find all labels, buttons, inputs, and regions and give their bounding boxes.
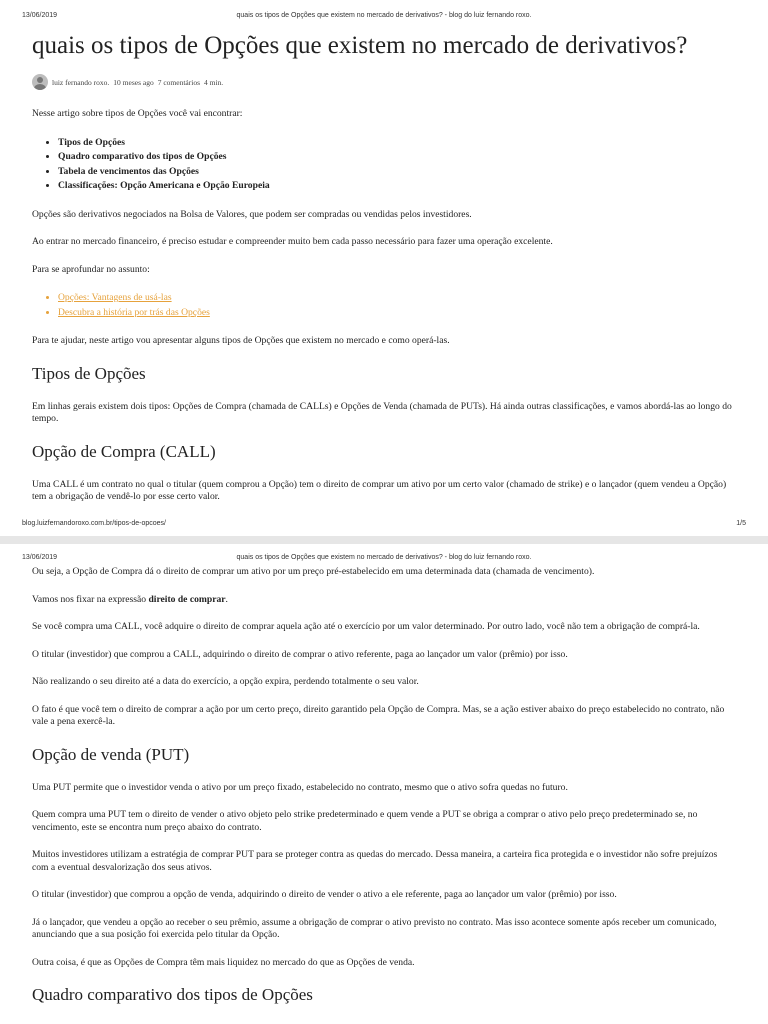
toc-item: • Tipos de Opções [58,136,736,151]
article-title: quais os tipos de Opções que existem no mercado de derivativos? [32,32,688,59]
paragraph: Uma CALL é um contrato no qual o titular (quem comprou a Opção) tem o direito de comprar um ativo por um certo valor (chamado de strike) e o lançador (quem vendeu a Opção) tem a obrigação de vendê-lo por esse certo valor. [32,478,727,502]
toc-item: • Tabela de vencimentos das Opções [58,165,736,180]
avatar [32,74,48,90]
section-heading-quadro: Quadro comparativo dos tipos de Opções [32,985,313,1004]
print-header [22,12,746,22]
text: Vamos nos fixar na expressão [32,593,149,605]
print-date: 13/06/2019 [22,554,58,561]
paragraph: Para te ajudar, neste artigo vou apresentar alguns tipos de Opções que existem no mercado e como operá-las. [32,335,450,346]
toc-item: • Classificações: Opção Americana e Opção Europeia [58,179,736,194]
emphasis: direito de comprar [148,593,226,605]
related-link-item [58,306,736,321]
posted-time: 10 meses ago [113,77,154,87]
intro-paragraph: Nesse artigo sobre tipos de Opções você vai encontrar: [32,108,243,119]
print-url: blog.luizfernandoroxo.com.br/tipos-de-opcoes/ [22,520,166,527]
paragraph: Opções são derivativos negociados na Bolsa de Valores, que podem ser compradas ou vendidas pelos investidores. [32,208,472,220]
paragraph: Se você compra uma CALL, você adquire o direito de comprar aquela ação até o exercício por um valor determinado. Por outro lado, você não tem a obrigação de comprá-la. [32,621,700,632]
pdf-page-2 [0,544,768,1024]
paragraph: O titular (investidor) que comprou a opção de venda, adquirindo o direito de vender o ativo a ele referente, paga ao lançador um valor (prêmio) por isso. [32,889,617,900]
article-meta [32,72,736,92]
comments-count[interactable]: 7 comentários [157,77,200,87]
print-title: quais os tipos de Opções que existem no mercado de derivativos? - blog do luiz fernando roxo. [236,12,532,19]
paragraph: Não realizando o seu direito até a data do exercício, a opção expira, perdendo totalmente o seu valor. [32,676,419,687]
paragraph: Quem compra uma PUT tem o direito de vender o ativo objeto pelo strike predeterminado e quem vende a PUT se obriga a comprar o ativo pelo preço predeterminado se, no vencimento, este se encontra num preço abaixo do contrato. [32,809,698,833]
section-heading-put: Opção de venda (PUT) [32,744,190,764]
print-title: quais os tipos de Opções que existem no mercado de derivativos? - blog do luiz fernando roxo. [236,554,532,561]
paragraph: Ao entrar no mercado financeiro, é preciso estudar e compreender muito bem cada passo necessário para fazer uma operação excelente. [32,236,553,247]
section-heading-tipos: Tipos de Opções [32,363,146,383]
paragraph: Outra coisa, é que as Opções de Compra têm mais liquidez no mercado do que as Opções de venda. [32,956,415,968]
related-link[interactable]: Descubra a história por trás das Opções [58,306,210,318]
read-time: 4 min. [203,77,224,87]
print-date: 13/06/2019 [22,12,58,19]
toc-item: • Quadro comparativo dos tipos de Opções [58,150,736,165]
article-content [32,30,736,519]
related-links [32,291,736,320]
page-divider [0,536,768,544]
paragraph: Muitos investidores utilizam a estratégia de comprar PUT para se proteger contra as quedas do mercado. Dessa maneira, a carteira fica protegida e o investidor não sofre prejuízos com a eventual desvalorização dos seus ativos. [32,849,718,873]
paragraph: Uma PUT permite que o investidor venda o ativo por um preço fixado, estabelecido no contrato, mesmo que o ativo sofra quedas no futuro. [32,781,568,793]
paragraph: Em linhas gerais existem dois tipos: Opções de Compra (chamada de CALLs) e Opções de Venda (chamada de PUTs). Há ainda outras classificações, e vamos abordá-las ao longo do tempo. [32,400,732,424]
paragraph [32,594,736,607]
paragraph: O fato é que você tem o direito de comprar a ação por um certo preço, direito garantido pela Opção de Compra. Mas, se a ação estiver abaixo do preço estabelecido no contrato, não vale a pena exercê-la. [32,703,725,727]
paragraph: O titular (investidor) que comprou a CALL, adquirindo o direito de comprar o ativo referente, paga ao lançador um valor (prêmio) por isso. [32,648,568,660]
text: . [225,593,228,605]
section-heading-call: Opção de Compra (CALL) [32,441,216,461]
toc-list [32,136,736,194]
related-link-item [58,291,736,306]
paragraph: Para se aprofundar no assunto: [32,263,150,275]
article-content-continued [32,566,736,1022]
page-number: 1/5 [736,520,746,527]
print-header [22,554,746,564]
paragraph: Ou seja, a Opção de Compra dá o direito de comprar um ativo por um preço pré-estabelecido em uma determinada data (chamada de vencimento). [32,566,595,577]
author-name[interactable]: luiz fernando roxo. [52,77,110,87]
paragraph: Já o lançador, que vendeu a opção ao receber o seu prêmio, assume a obrigação de comprar o ativo previsto no contrato. Mas isso acontece somente após receber um comunicado, anunciando que a sua posição foi exercida pelo titular da Opção. [32,916,717,940]
related-link[interactable]: Opções: Vantagens de usá-las [58,292,172,303]
